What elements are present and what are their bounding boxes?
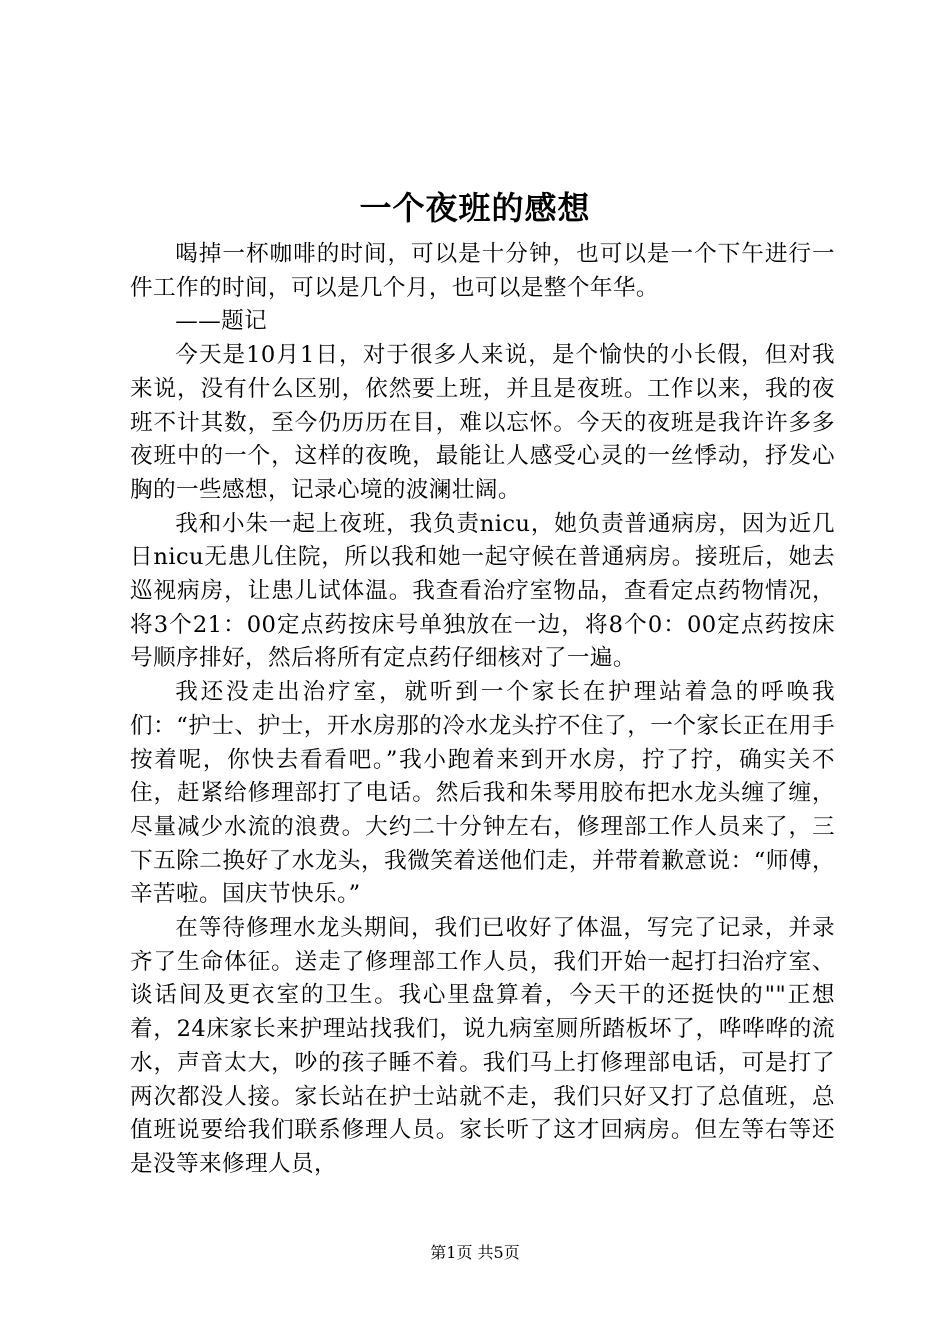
document-body [130,238,835,1182]
paragraph-epigraph: 喝掉一杯咖啡的时间，可以是十分钟，也可以是一个下午进行一件工作的时间，可以是几个月，也可以是整个年华。 [130,241,835,301]
paragraph-intro: 今天是10月1日，对于很多人来说，是个愉快的小长假，但对我来说，没有什么区别，依然要上班，并且是夜班。工作以来，我的夜班不计其数，至今仍历历在目，难以忘怀。今天的夜班是我许许多多夜班中的一个，这样的夜晚，最能让人感受心灵的一丝悸动，抒发心胸的一些感想，记录心境的波澜壮阔。 [130,342,835,503]
paragraph-shift-start: 我和小朱一起上夜班，我负责nicu，她负责普通病房，因为近几日nicu无患儿住院，所以我和她一起守候在普通病房。接班后，她去巡视病房，让患儿试体温。我查看治疗室物品，查看定点药物情况，将3个21：00定点药按床号单独放在一边，将8个0：00定点药按床号顺序排好，然后将所有定点药仔细核对了一遍。 [130,510,835,672]
document-title: 一个夜班的感想 [359,189,591,227]
paragraph-cleaning: 在等待修理水龙头期间，我们已收好了体温，写完了记录，并录齐了生命体征。送走了修理部工作人员，我们开始一起打扫治疗室、谈话间及更衣室的卫生。我心里盘算着，今天干的还挺快的""正想着，24床家长来护理站找我们，说九病室厕所踏板坏了，哗哗哗的流水，声音太大，吵的孩子睡不着。我们马上打修理部电话，可是打了两次都没人接。家长站在护士站就不走，我们只好又打了总值班，总值班说要给我们联系修理人员。家长听了这才回病房。但左等右等还是没等来修理人员， [130,915,835,1177]
paragraph-epigraph-attribution: ——题记 [175,308,268,335]
paragraph-faucet: 我还没走出治疗室，就听到一个家长在护理站着急的呼唤我们：“护士、护士，开水房那的冷水龙头拧不住了，一个家长正在用手按着呢，你快去看看吧。”我小跑着来到开水房，拧了拧，确实关不住，赶紧给修理部打了电话。然后我和朱琴用胶布把水龙头缠了缠，尽量减少水流的浪费。大约二十分钟左右，修理部工作人员来了，三下五除二换好了水龙头，我微笑着送他们走，并带着歉意说：“师傅，辛苦啦。国庆节快乐。” [130,679,835,908]
page-footer: 第1页 共5页 [430,1243,520,1262]
